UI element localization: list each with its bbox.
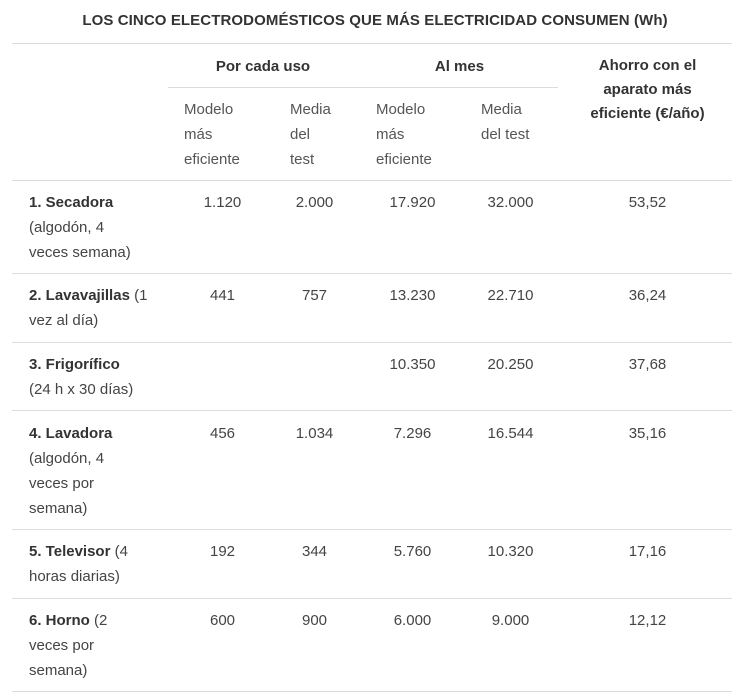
row-detail: veces semana): [29, 244, 131, 261]
cell-month-average: 22.710: [487, 287, 534, 304]
subheader-line: Modelo: [184, 101, 234, 118]
row-detail: semana): [29, 500, 88, 517]
cell-use-efficient: 1.120: [203, 194, 242, 211]
row-detail: (algodón, 4: [29, 450, 105, 467]
cell-use-average: 900: [301, 612, 328, 629]
row-detail: semana): [29, 662, 88, 679]
row-name: 2. Lavavajillas: [29, 287, 130, 304]
divider: [12, 273, 732, 274]
cell-month-efficient: 5.760: [393, 543, 432, 560]
cell-use-average: 2.000: [295, 194, 334, 211]
row-name: 1. Secadora: [29, 194, 114, 211]
header-per-use: Por cada uso: [215, 58, 311, 75]
cell-savings: 36,24: [628, 287, 667, 304]
cell-month-average: 20.250: [487, 356, 534, 373]
group-divider: [168, 87, 558, 88]
subheader-line: eficiente: [376, 151, 432, 168]
row-name-suffix: (4: [110, 543, 128, 560]
divider: [12, 410, 732, 411]
subheader-use-average: [290, 97, 331, 172]
subheader-line: del: [290, 126, 311, 143]
row-label: [29, 190, 164, 265]
cell-use-average: 757: [301, 287, 328, 304]
row-detail: veces por: [29, 637, 95, 654]
cell-month-average: 16.544: [487, 425, 534, 442]
subheader-line: Modelo: [376, 101, 426, 118]
cell-use-efficient: 441: [209, 287, 236, 304]
header-per-month: Al mes: [434, 58, 485, 75]
subheader-line: test: [290, 151, 315, 168]
cell-savings: 17,16: [628, 543, 667, 560]
cell-month-average: 32.000: [487, 194, 534, 211]
subheader-line: más: [184, 126, 213, 143]
cell-savings: 37,68: [628, 356, 667, 373]
row-name-suffix: (1: [129, 287, 148, 304]
row-detail: veces por: [29, 475, 95, 492]
row-label: [29, 539, 164, 589]
cell-savings: 53,52: [628, 194, 667, 211]
cell-month-efficient: 17.920: [389, 194, 436, 211]
divider: [12, 180, 732, 181]
subheader-line: del test: [481, 126, 530, 143]
row-label: [29, 352, 164, 402]
cell-use-average: 1.034: [295, 425, 334, 442]
divider: [12, 529, 732, 530]
divider: [12, 598, 732, 599]
row-detail: (algodón, 4: [29, 219, 105, 236]
row-label: [29, 283, 164, 333]
cell-use-efficient: 600: [209, 612, 236, 629]
cell-month-average: 10.320: [487, 543, 534, 560]
cell-use-efficient: 456: [209, 425, 236, 442]
subheader-use-efficient: [184, 97, 240, 172]
cell-month-efficient: 10.350: [389, 356, 436, 373]
cell-use-average: 344: [301, 543, 328, 560]
divider: [12, 691, 732, 692]
cell-month-average: 9.000: [491, 612, 530, 629]
row-name-suffix: (2: [89, 612, 108, 629]
row-detail: vez al día): [29, 312, 99, 329]
header-savings-line: aparato más: [603, 81, 692, 98]
table-title: LOS CINCO ELECTRODOMÉSTICOS QUE MÁS ELECTRICIDAD CONSUMEN (Wh): [82, 12, 668, 29]
cell-use-efficient: 192: [209, 543, 236, 560]
subheader-line: Media: [290, 101, 331, 118]
header-savings-line: Ahorro con el: [598, 57, 697, 74]
subheader-line: más: [376, 126, 405, 143]
row-name: 4. Lavadora: [29, 425, 113, 442]
divider: [12, 43, 732, 44]
row-name: 5. Televisor: [29, 543, 111, 560]
subheader-line: Media: [481, 101, 522, 118]
row-name: 3. Frigorífico: [29, 356, 120, 373]
row-detail: (24 h x 30 días): [29, 381, 134, 398]
row-detail: horas diarias): [29, 568, 120, 585]
cell-savings: 35,16: [628, 425, 667, 442]
row-label: [29, 421, 164, 521]
subheader-line: eficiente: [184, 151, 240, 168]
cell-month-efficient: 7.296: [393, 425, 432, 442]
row-label: [29, 608, 164, 683]
header-savings-line: eficiente (€/año): [590, 105, 705, 122]
header-savings: [565, 54, 730, 126]
subheader-month-efficient: [376, 97, 432, 172]
divider: [12, 342, 732, 343]
cell-month-efficient: 13.230: [389, 287, 436, 304]
cell-savings: 12,12: [628, 612, 667, 629]
subheader-month-average: [481, 97, 529, 147]
cell-month-efficient: 6.000: [393, 612, 432, 629]
row-name: 6. Horno: [29, 612, 90, 629]
